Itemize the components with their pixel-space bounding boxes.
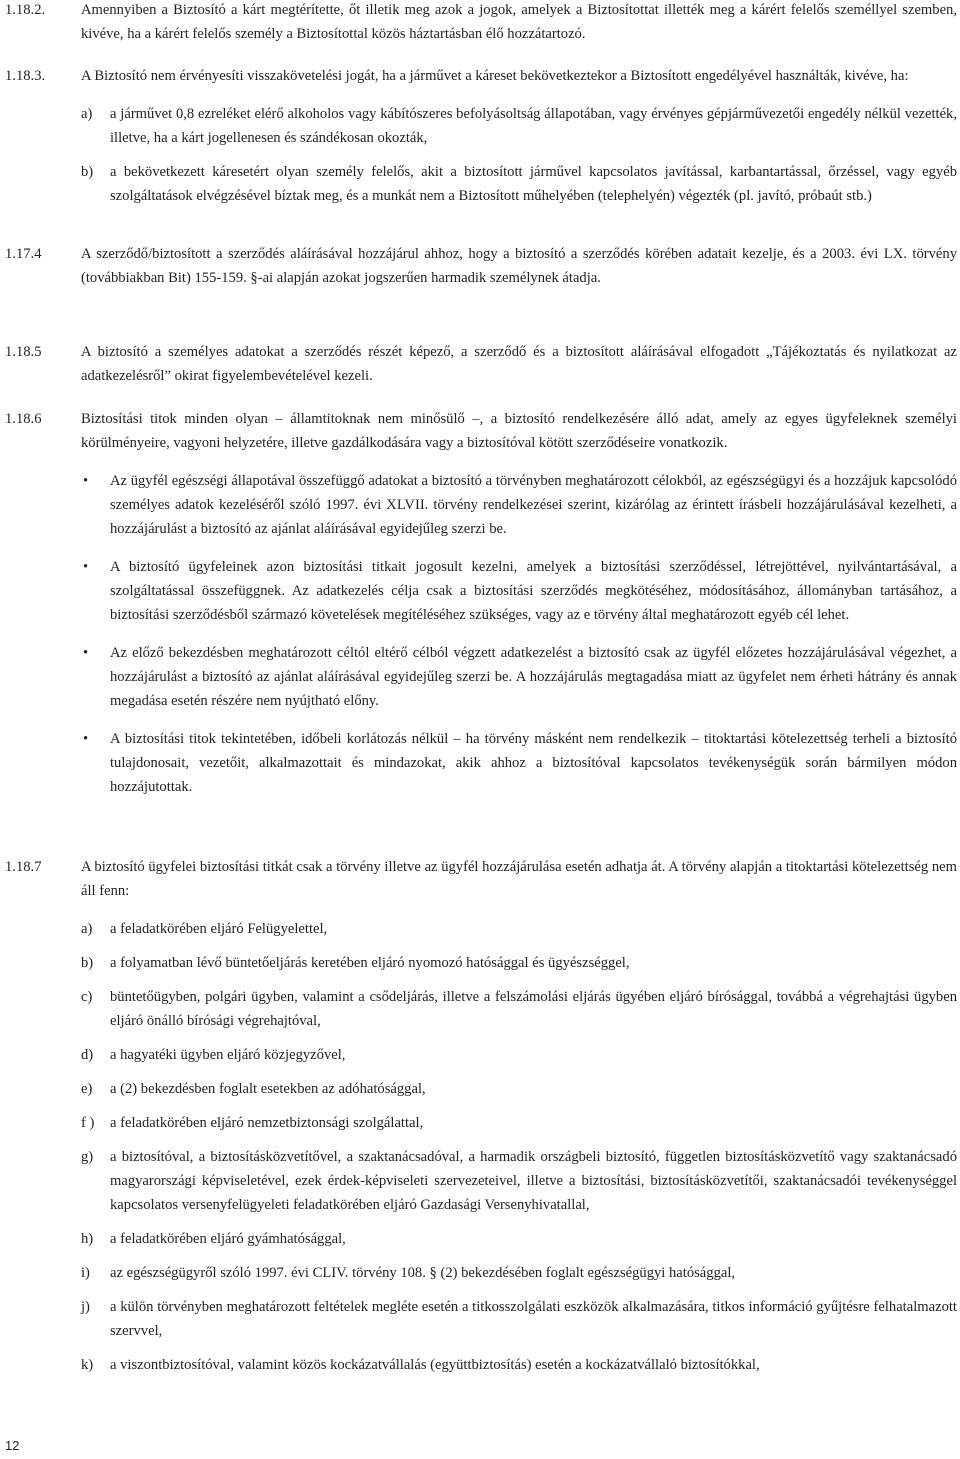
list-item-text: a biztosítóval, a biztosításközvetítővel, a szaktanácsadóval, a harmadik országbeli biztosító, független biztosításközvetítő vagy szaktanácsadó magyarországi képviseletével, ezek érdek-képviseleti szervezeteivel, illetve a biztosítási, biztosításközvetítői, szaktanácsadói tevékenységgel kapcsolatos versenyfelügyeleti feladatkörében eljáró Gazdasági Versenyhivatallal, [110,1149,957,1213]
list-item [81,160,957,208]
section-text: Amennyiben a Biztosító a kárt megtérítette, őt illetik meg azok a jogok, amelyek a Biztosítottat illették meg a kárért felelős személlyel szemben, kivéve, ha a kárért felelős személy a Biztosítottal közös háztartásban élő hozzátartozó. [81,2,957,42]
section-number: 1.18.5 [5,344,42,360]
list-marker: a) [81,921,93,937]
list-item-text: az egészségügyről szóló 1997. évi CLIV. törvény 108. § (2) bekezdésében foglalt egészségügyi hatósággal, [110,1265,736,1281]
list-item-text: a feladatkörében eljáró nemzetbiztonsági szolgálattal, [110,1115,424,1131]
section-1-18-3 [5,64,957,218]
list-item [81,985,957,1033]
section-1-18-2 [5,0,957,46]
list-item-text: a (2) bekezdésben foglalt esetekben az adóhatósággal, [110,1081,426,1097]
bullet-text: A biztosító ügyfeleinek azon biztosítási titkait jogosult kezelni, amelyek a biztosítási szerződéssel, létrejöttével, nyilvántartásával, a szolgáltatással összefüggnek. Az adatkezelés célja csak a biztosítási szerződés megkötéséhez, módosításához, állományban tartásához, a biztosítási szerződésből származó követelések megítéléséhez szükséges, vagy az e törvény által meghatározott egyéb cél lehet. [110,559,957,623]
bullet-item [81,641,957,713]
section-number: 1.18.6 [5,411,42,427]
section-number: 1.17.4 [5,246,42,262]
list-marker: f ) [81,1115,95,1131]
section-text: A Biztosító nem érvényesíti visszakövetelési jogát, ha a járművet a káreset bekövetkeztekor a Biztosított engedélyével használták, kivéve, ha: [81,68,909,84]
list-item-text: a feladatkörében eljáró Felügyelettel, [110,921,328,937]
list-marker: g) [81,1149,94,1165]
section-number: 1.18.7 [5,859,42,875]
section-1-18-6 [5,407,957,813]
list-marker: d) [81,1047,94,1063]
page-number: 12 [5,1438,20,1453]
list-marker: a) [81,106,93,122]
bullet-text: Az előző bekezdésben meghatározott céltól eltérő célból végzett adatkezelést a biztosító csak az ügyfél előzetes hozzájárulásával végezhet, a hozzájárulást a biztosító az ajánlat aláírásával egyidejűleg szerzi be. A hozzájárulás megtagadása miatt az ügyfelet nem érheti hátrány és annak megadása esetén részére nem nyújtható előny. [110,645,957,709]
section-1-17-4 [5,242,957,290]
list-item [81,1227,957,1251]
list-item [81,1043,957,1067]
list-marker: b) [81,955,94,971]
list-item-text: a járművet 0,8 ezreléket elérő alkoholos vagy kábítószeres befolyásoltság állapotában, vagy érvényes gépjárművezetői engedély nélkül vezették, illetve, ha a kárt jogellenesen és szándékosan okozták, [110,106,957,146]
bullet-item [81,555,957,627]
list-item [81,951,957,975]
section-1-18-5 [5,340,957,388]
bullet-text: A biztosítási titok tekintetében, időbeli korlátozás nélkül – ha törvény másként nem rendelkezik – titoktartási kötelezettség terheli a biztosító tulajdonosait, vezetőit, alkalmazottait és mindazokat, akik ahhoz a biztosítóval kapcsolatos tevékenységük során bármilyen módon hozzájutottak. [110,731,957,795]
list-item [81,917,957,941]
list-marker: i) [81,1265,90,1281]
bullet-icon: • [83,731,89,747]
bullet-item [81,469,957,541]
list-item [81,1111,957,1135]
section-text: Biztosítási titok minden olyan – államtitoknak nem minősülő –, a biztosító rendelkezésére álló adat, amely az egyes ügyfeleknek személyi körülményeire, vagyoni helyzetére, illetve gazdálkodására vagy a biztosítóval kötött szerződéseire vonatkozik. [81,411,957,451]
list-marker: k) [81,1357,94,1373]
list-item [81,1077,957,1101]
section-1-18-7 [5,855,957,1387]
bullet-item [81,727,957,799]
bullet-icon: • [83,645,89,661]
list-marker: c) [81,989,93,1005]
section-text: A biztosító ügyfelei biztosítási titkát csak a törvény illetve az ügyfél hozzájárulása esetén adhatja át. A törvény alapján a titoktartási kötelezettség nem áll fenn: [81,859,957,899]
list-item-text: a hagyatéki ügyben eljáró közjegyzővel, [110,1047,346,1063]
list-marker: e) [81,1081,93,1097]
list-item-text: a bekövetkezett káresetért olyan személy felelős, akit a biztosított járművel kapcsolatos javítással, karbantartással, őrzéssel, vagy egyéb szolgáltatások elvégzésével bíztak meg, és a munkát nem a Biztosított műhelyében (telephelyén) végezték (pl. javító, próbaút stb.) [110,164,957,204]
list-item-text: a viszontbiztosítóval, valamint közös kockázatvállalás (együttbiztosítás) esetén a kockázatvállaló biztosítókkal, [110,1357,760,1373]
list-item [81,102,957,150]
list-item-text: a folyamatban lévő büntetőeljárás keretében eljáró nyomozó hatósággal és ügyészséggel, [110,955,630,971]
list-item [81,1295,957,1343]
list-item-text: a külön törvényben meghatározott feltételek megléte esetén a titkosszolgálati eszközök alkalmazására, titkos információ gyűjtésre felhatalmazott szervvel, [110,1299,957,1339]
list-marker: b) [81,164,94,180]
list-item [81,1353,957,1377]
list-item-text: büntetőügyben, polgári ügyben, valamint a csődeljárás, illetve a felszámolási eljárás ügyében eljáró bírósággal, továbbá a végrehajtási ügyben eljáró önálló bírósági végrehajtóval, [110,989,957,1029]
section-text: A biztosító a személyes adatokat a szerződés részét képező, a szerződő és a biztosított aláírásával elfogadott „Tájékoztatás és nyilatkozat az adatkezelésről” okirat figyelembevételével kezeli. [81,344,957,384]
section-number: 1.18.2. [5,2,46,18]
list-marker: h) [81,1231,94,1247]
list-marker: j) [81,1299,90,1315]
section-text: A szerződő/biztosított a szerződés aláírásával hozzájárul ahhoz, hogy a biztosító a szerződés körében adatait kezelje, és a 2003. évi LX. törvény (továbbiakban Bit) 155-159. §-ai alapján azokat jogszerűen harmadik személynek átadja. [81,246,957,286]
bullet-text: Az ügyfél egészségi állapotával összefüggő adatokat a biztosító a törvényben meghatározott célokból, az egészségügyi és a hozzájuk kapcsolódó személyes adatok kezeléséről szóló 1997. évi XLVII. törvény rendelkezései szerint, kizárólag az érintett írásbeli hozzájárulásával kezelheti, a hozzájárulást a biztosító az ajánlat aláírásával egyidejűleg szerzi be. [110,473,957,537]
section-number: 1.18.3. [5,68,46,84]
list-item-text: a feladatkörében eljáró gyámhatósággal, [110,1231,346,1247]
list-item [81,1261,957,1285]
bullet-icon: • [83,473,89,489]
bullet-icon: • [83,559,89,575]
list-item [81,1145,957,1217]
